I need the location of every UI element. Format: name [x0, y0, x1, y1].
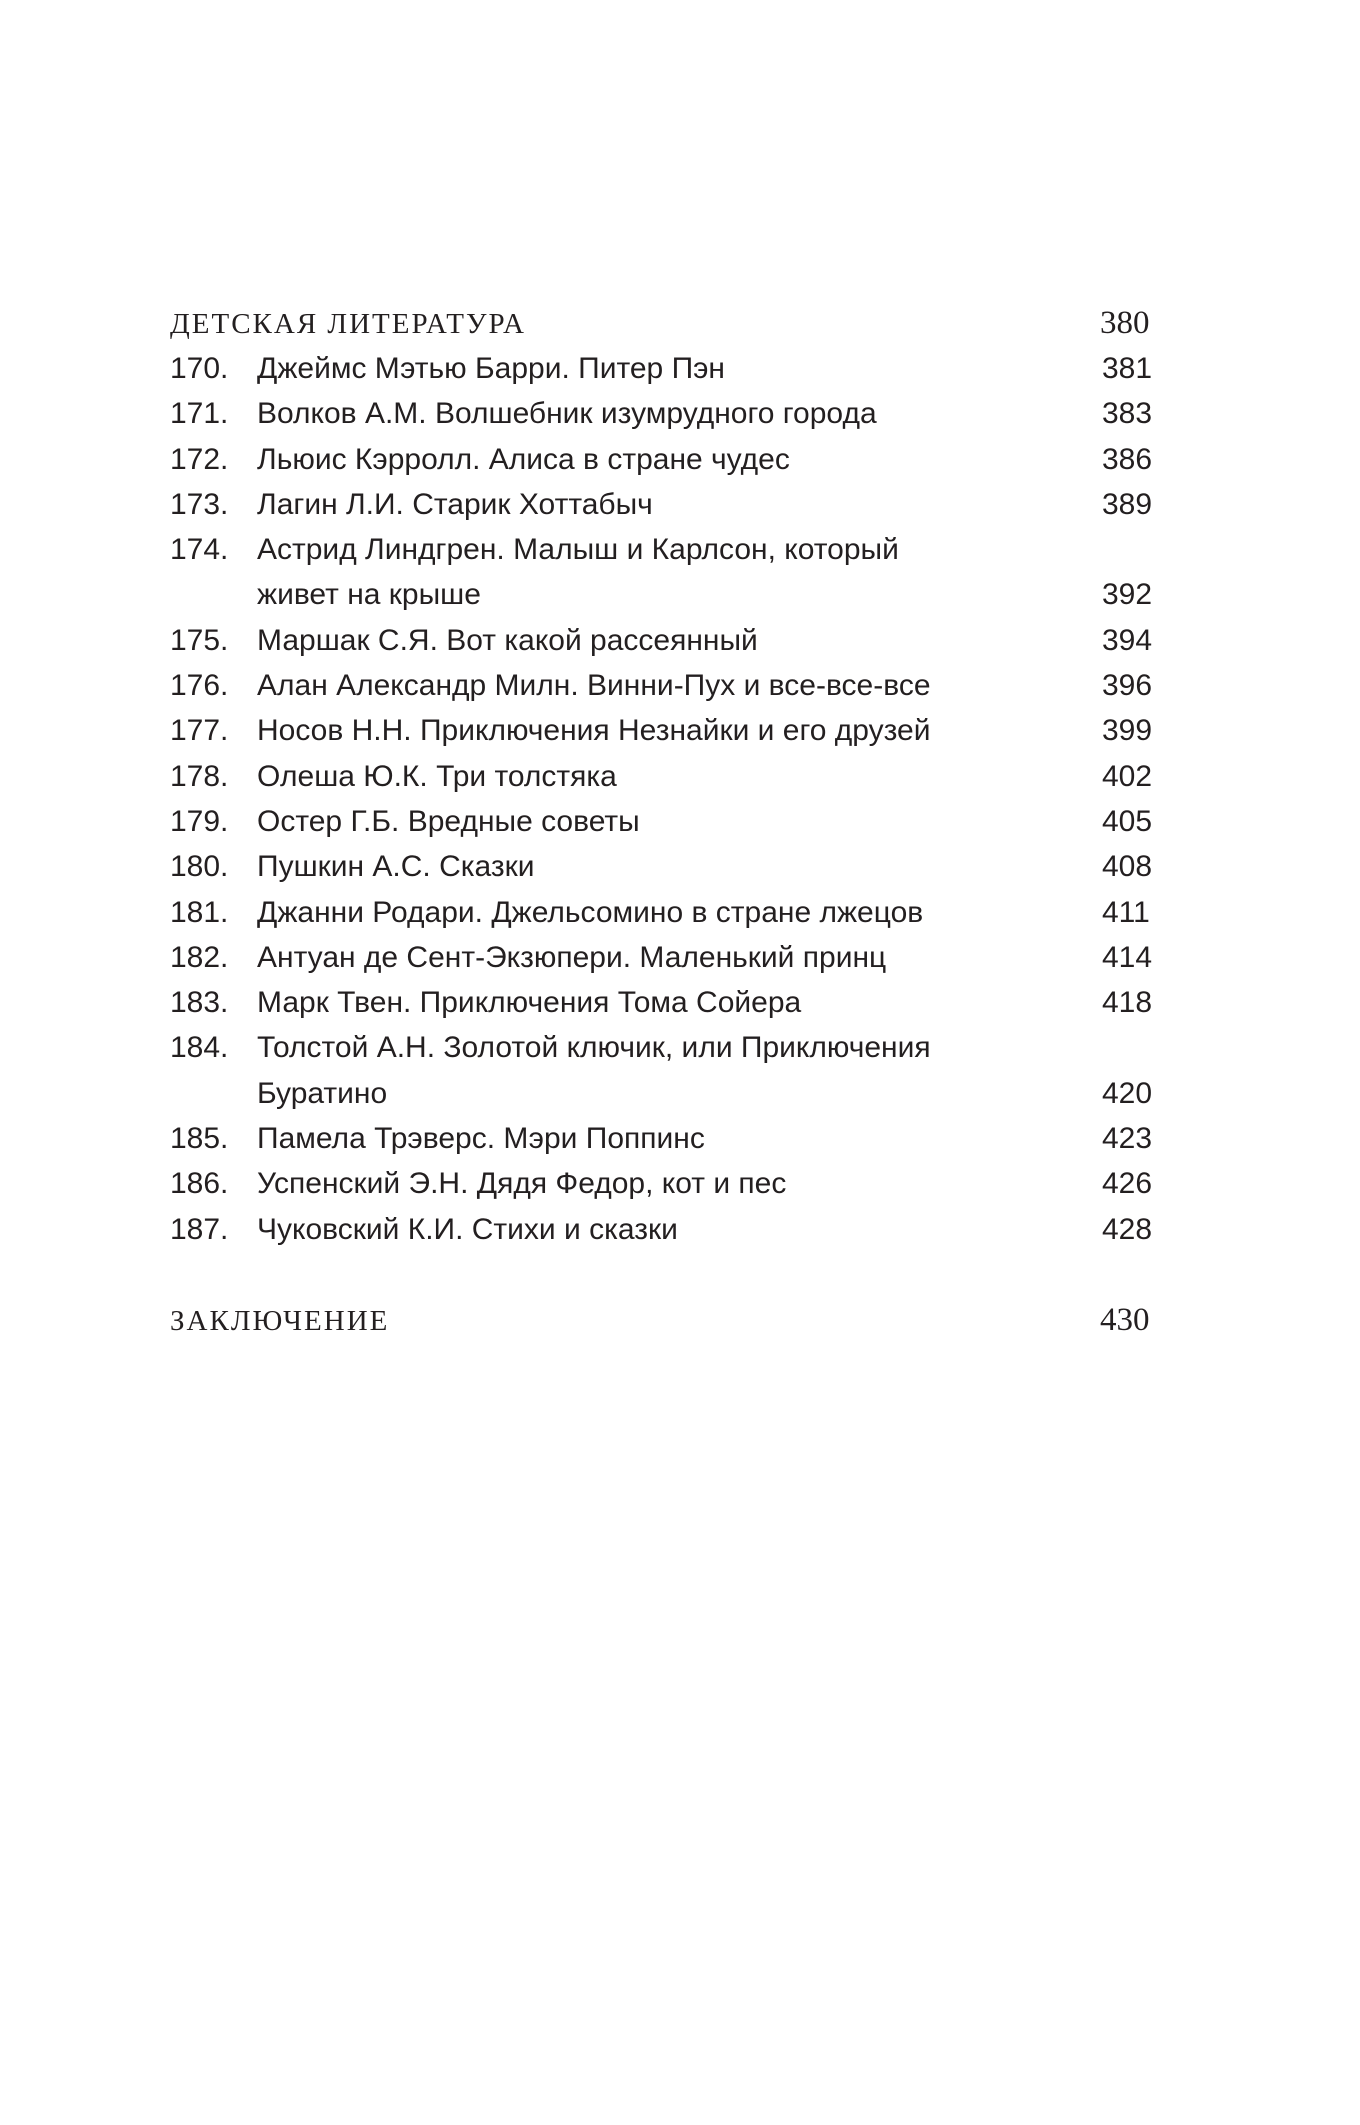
entry-number: 177. [170, 714, 229, 748]
entry-title: Льюис Кэрролл. Алиса в стране чудес [257, 442, 790, 476]
toc-entry [170, 708, 1160, 753]
toc-entry [170, 980, 1160, 1025]
entry-title: Носов Н.Н. Приключения Незнайки и его друзей [257, 714, 931, 748]
entry-number: 187. [170, 1212, 229, 1246]
toc-entry [170, 346, 1160, 391]
entry-page-number: 383 [1102, 397, 1153, 431]
entry-number: 181. [170, 895, 229, 929]
toc-entry [170, 391, 1160, 436]
entry-number: 184. [170, 1031, 229, 1065]
entry-title: Лагин Л.И. Старик Хоттабыч [257, 487, 653, 521]
entry-page-number: 414 [1102, 940, 1153, 974]
section-heading-childrens-literature [170, 300, 1160, 346]
entry-number: 171. [170, 397, 229, 431]
entry-title: Успенский Э.Н. Дядя Федор, кот и пес [257, 1167, 787, 1201]
entry-page-number: 381 [1102, 352, 1153, 385]
entry-page-number: 394 [1102, 623, 1153, 657]
toc-entry [170, 844, 1160, 889]
toc-entry [170, 437, 1160, 482]
entry-title: Памела Трэверс. Мэри Поппинс [257, 1122, 705, 1156]
section-page-number: 430 [1100, 1301, 1150, 1338]
entry-page-number: 426 [1102, 1167, 1153, 1201]
entry-number: 186. [170, 1167, 229, 1201]
entry-number: 180. [170, 850, 229, 884]
entry-title-line-1: Толстой А.Н. Золотой ключик, или Приключения [257, 1031, 931, 1065]
section-page-number: 380 [1100, 305, 1150, 341]
entry-number: 185. [170, 1122, 229, 1156]
section-spacer [170, 1252, 1160, 1297]
entry-number: 172. [170, 442, 229, 476]
entry-page-number: 420 [1102, 1076, 1153, 1110]
entry-title: Джеймс Мэтью Барри. Питер Пэн [257, 352, 726, 385]
toc-entry [170, 663, 1160, 708]
entry-title: Антуан де Сент-Экзюпери. Маленький принц [257, 940, 887, 974]
entry-page-number: 399 [1102, 714, 1153, 748]
entry-page-number: 389 [1102, 487, 1153, 521]
entry-title: Джанни Родари. Джельсомино в стране лжецов [257, 895, 924, 929]
toc-entry [170, 890, 1160, 935]
toc-entry [170, 1207, 1160, 1252]
entry-title: Маршак С.Я. Вот какой рассеянный [257, 623, 758, 657]
table-of-contents [170, 300, 1160, 1343]
toc-entry [170, 1161, 1160, 1206]
entry-page-number: 386 [1102, 442, 1153, 476]
entry-number: 170. [170, 352, 229, 385]
entry-page-number: 423 [1102, 1122, 1153, 1156]
entry-number: 183. [170, 986, 229, 1020]
toc-entry [170, 935, 1160, 980]
entry-title: Марк Твен. Приключения Тома Сойера [257, 986, 802, 1020]
entry-title: Пушкин А.С. Сказки [257, 850, 535, 884]
entry-number: 173. [170, 487, 229, 521]
entry-number: 174. [170, 533, 229, 567]
entry-title: Олеша Ю.К. Три толстяка [257, 759, 617, 793]
toc-entry [170, 527, 1160, 618]
entry-page-number: 411 [1102, 895, 1150, 929]
entry-page-number: 392 [1102, 578, 1153, 612]
entry-page-number: 428 [1102, 1212, 1153, 1246]
entry-page-number: 418 [1102, 986, 1153, 1020]
entry-number: 178. [170, 759, 229, 793]
entry-title: Чуковский К.И. Стихи и сказки [257, 1212, 678, 1246]
entry-title-line-2: живет на крыше [257, 578, 481, 612]
entry-number: 176. [170, 669, 229, 703]
entry-page-number: 396 [1102, 669, 1153, 703]
entry-title-line-2: Буратино [257, 1076, 388, 1110]
entry-page-number: 402 [1102, 759, 1153, 793]
section-heading-conclusion [170, 1297, 1160, 1343]
entry-number: 175. [170, 623, 229, 657]
entry-title: Волков А.М. Волшебник изумрудного города [257, 397, 877, 431]
entry-number: 179. [170, 804, 229, 838]
toc-entry [170, 1116, 1160, 1161]
entry-number: 182. [170, 940, 229, 974]
toc-entry [170, 482, 1160, 527]
entry-page-number: 408 [1102, 850, 1153, 884]
toc-entry [170, 1025, 1160, 1116]
entry-page-number: 405 [1102, 804, 1153, 838]
toc-entry [170, 618, 1160, 663]
toc-entry [170, 754, 1160, 799]
entry-title: Остер Г.Б. Вредные советы [257, 804, 640, 838]
entry-title-line-1: Астрид Линдгрен. Малыш и Карлсон, который [257, 533, 899, 567]
toc-entry [170, 799, 1160, 844]
section-title: ЗАКЛЮЧЕНИЕ [170, 1304, 390, 1337]
entry-title: Алан Александр Милн. Винни-Пух и все-все-все [257, 669, 931, 703]
section-title: ДЕТСКАЯ ЛИТЕРАТУРА [170, 308, 526, 340]
